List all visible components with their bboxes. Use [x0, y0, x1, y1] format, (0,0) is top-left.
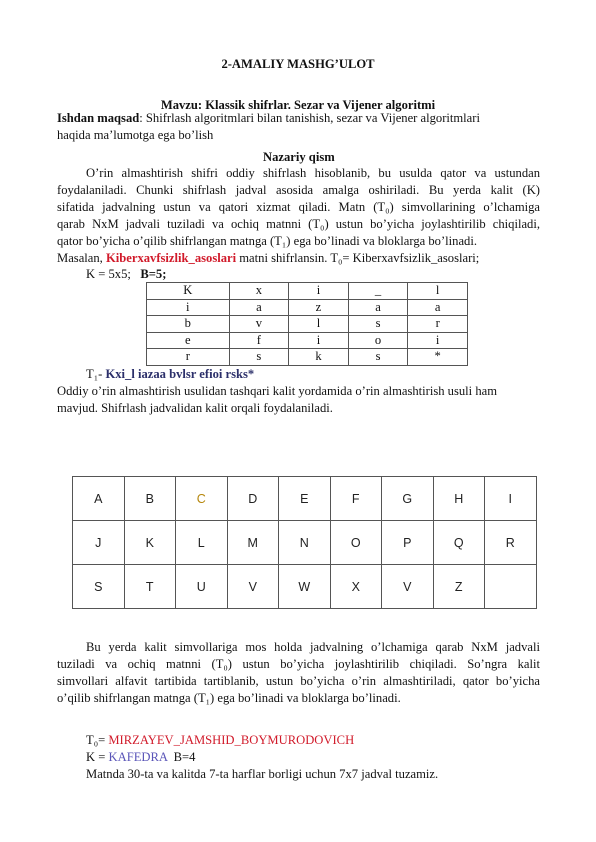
paragraph-3-line-3: simvollari alfavit tartibida tartiblanib, ustun bo’yicha o’rin almashtiriladi, qator bo’yicha [57, 674, 540, 688]
alphabet-cell: H [433, 477, 485, 521]
table-cell: K [147, 283, 230, 300]
transposition-table [146, 282, 468, 366]
table-cell: f [229, 332, 289, 349]
table-row [73, 477, 537, 521]
goal-line-2: haqida ma’lumotga ega bo’lish [57, 128, 214, 142]
alphabet-cell: T [124, 565, 176, 609]
table-cell: l [289, 316, 349, 333]
topic-heading: Mavzu: Klassik shifrlar. Sezar va Vijener algoritmi [160, 98, 436, 112]
cipher-line: T₁- Kxi_l iazaa bvlsr efioi rsks* [86, 367, 255, 381]
table-row [147, 283, 468, 300]
plaintext-value: MIRZAYEV_JAMSHID_BOYMURODOVICH [108, 733, 355, 747]
final-line: Matnda 30-ta va kalitda 7-ta harflar borligi uchun 7x7 jadval tuzamiz. [86, 767, 439, 781]
table-row [73, 521, 537, 565]
example-word: Kiberxavfsizlik_asoslari [105, 251, 237, 265]
alphabet-cell: V [227, 565, 279, 609]
alphabet-cell: P [382, 521, 434, 565]
table-row [147, 332, 468, 349]
alphabet-cell: B [124, 477, 176, 521]
table-cell: b [147, 316, 230, 333]
alphabet-cell: W [279, 565, 331, 609]
alphabet-cell: L [176, 521, 228, 565]
alphabet-cell: S [73, 565, 125, 609]
theory-heading: Nazariy qism [263, 150, 335, 164]
alphabet-cell: N [279, 521, 331, 565]
table-cell: x [229, 283, 289, 300]
table-cell: v [229, 316, 289, 333]
alphabet-cell: O [330, 521, 382, 565]
table-cell: i [147, 299, 230, 316]
alphabet-cell: Q [433, 521, 485, 565]
alphabet-cell: K [124, 521, 176, 565]
paragraph-1-line-4: qarab NxM jadvali tuziladi va ochiq matnni (T₀) ustun bo’yicha joylashtirilib chiqiladi, [57, 217, 540, 231]
alphabet-cell: G [382, 477, 434, 521]
table-cell: a [408, 299, 468, 316]
paragraph-1-line-5: qator bo’yicha o’qilib shifrlangan matnga (T₁) ega bo’linadi va bloklarga bo’linadi. [57, 234, 477, 248]
table-row [73, 565, 537, 609]
key-2-line: K = KAFEDRA B=4 [86, 750, 196, 764]
alphabet-cell: C [176, 477, 228, 521]
table-cell: z [289, 299, 349, 316]
plaintext-line: T₀= MIRZAYEV_JAMSHID_BOYMURODOVICH [86, 733, 355, 747]
paragraph-2-line-1: Oddiy o’rin almashtirish usulidan tashqari kalit yordamida o’rin almashtirish usuli ham [57, 384, 498, 398]
table-cell: s [229, 349, 289, 366]
table-cell: r [408, 316, 468, 333]
paragraph-1-line-2: foydalaniladi. Chunki shifrlash jadval asosida amalga oshiriladi. Bu yerda kalit (K) [57, 183, 540, 197]
table-row [147, 299, 468, 316]
table-cell: r [147, 349, 230, 366]
paragraph-1-line-3: sifatida jadvalning ustun va qatori xizmat qiladi. Matn (T₀) simvollarining o’lchamiga [57, 200, 540, 214]
cipher-text: Kxi_l iazaa bvlsr efioi rsks* [105, 367, 255, 381]
alphabet-cell: D [227, 477, 279, 521]
table-cell: a [229, 299, 289, 316]
table-cell: s [348, 316, 408, 333]
table-cell: _ [348, 283, 408, 300]
table-row [147, 349, 468, 366]
key-2-value: KAFEDRA [108, 750, 168, 764]
example-line: Masalan, Kiberxavfsizlik_asoslari matni shifrlansin. T₀= Kiberxavfsizlik_asoslari; [57, 251, 480, 265]
alphabet-cell: M [227, 521, 279, 565]
paragraph-3-line-2: tuziladi va ochiq matnni (T₀) ustun bo’yicha joylashtirilib chiqiladi. So’ngra kalit [57, 657, 540, 671]
alphabet-cell: U [176, 565, 228, 609]
key-line: K = 5x5; B=5; [86, 267, 167, 281]
alphabet-cell [485, 565, 537, 609]
alphabet-cell: V [382, 565, 434, 609]
paragraph-3-line-4: o’qilib shifrlangan matnga (T₁) ega bo’linadi va bloklarga bo’linadi. [57, 691, 401, 705]
alphabet-table [72, 476, 537, 609]
table-row [147, 316, 468, 333]
paragraph-1-line-1: O’rin almashtirish shifri oddiy shifrlash hisoblanib, bu usulda qator va ustundan [86, 166, 540, 180]
table-cell: e [147, 332, 230, 349]
goal-line: Ishdan maqsad: Shifrlash algoritmlari bilan tanishish, sezar va Vijener algoritmlari [57, 111, 480, 125]
table-cell: s [348, 349, 408, 366]
table-cell: i [289, 332, 349, 349]
table-cell: i [289, 283, 349, 300]
page-title: 2-AMALIY MASHG’ULOT [221, 57, 375, 71]
table-cell: o [348, 332, 408, 349]
table-cell: * [408, 349, 468, 366]
paragraph-2-line-2: mavjud. Shifrlash jadvalidan kalit orqali foydalaniladi. [57, 401, 333, 415]
alphabet-cell: R [485, 521, 537, 565]
table-cell: k [289, 349, 349, 366]
table-cell: l [408, 283, 468, 300]
alphabet-cell: X [330, 565, 382, 609]
table-cell: a [348, 299, 408, 316]
paragraph-3-line-1: Bu yerda kalit simvollariga mos holda jadvalning o’lchamiga qarab NxM jadvali [86, 640, 540, 654]
alphabet-cell: J [73, 521, 125, 565]
alphabet-cell: I [485, 477, 537, 521]
alphabet-cell: E [279, 477, 331, 521]
alphabet-cell: Z [433, 565, 485, 609]
table-cell: i [408, 332, 468, 349]
alphabet-cell: F [330, 477, 382, 521]
alphabet-cell: A [73, 477, 125, 521]
